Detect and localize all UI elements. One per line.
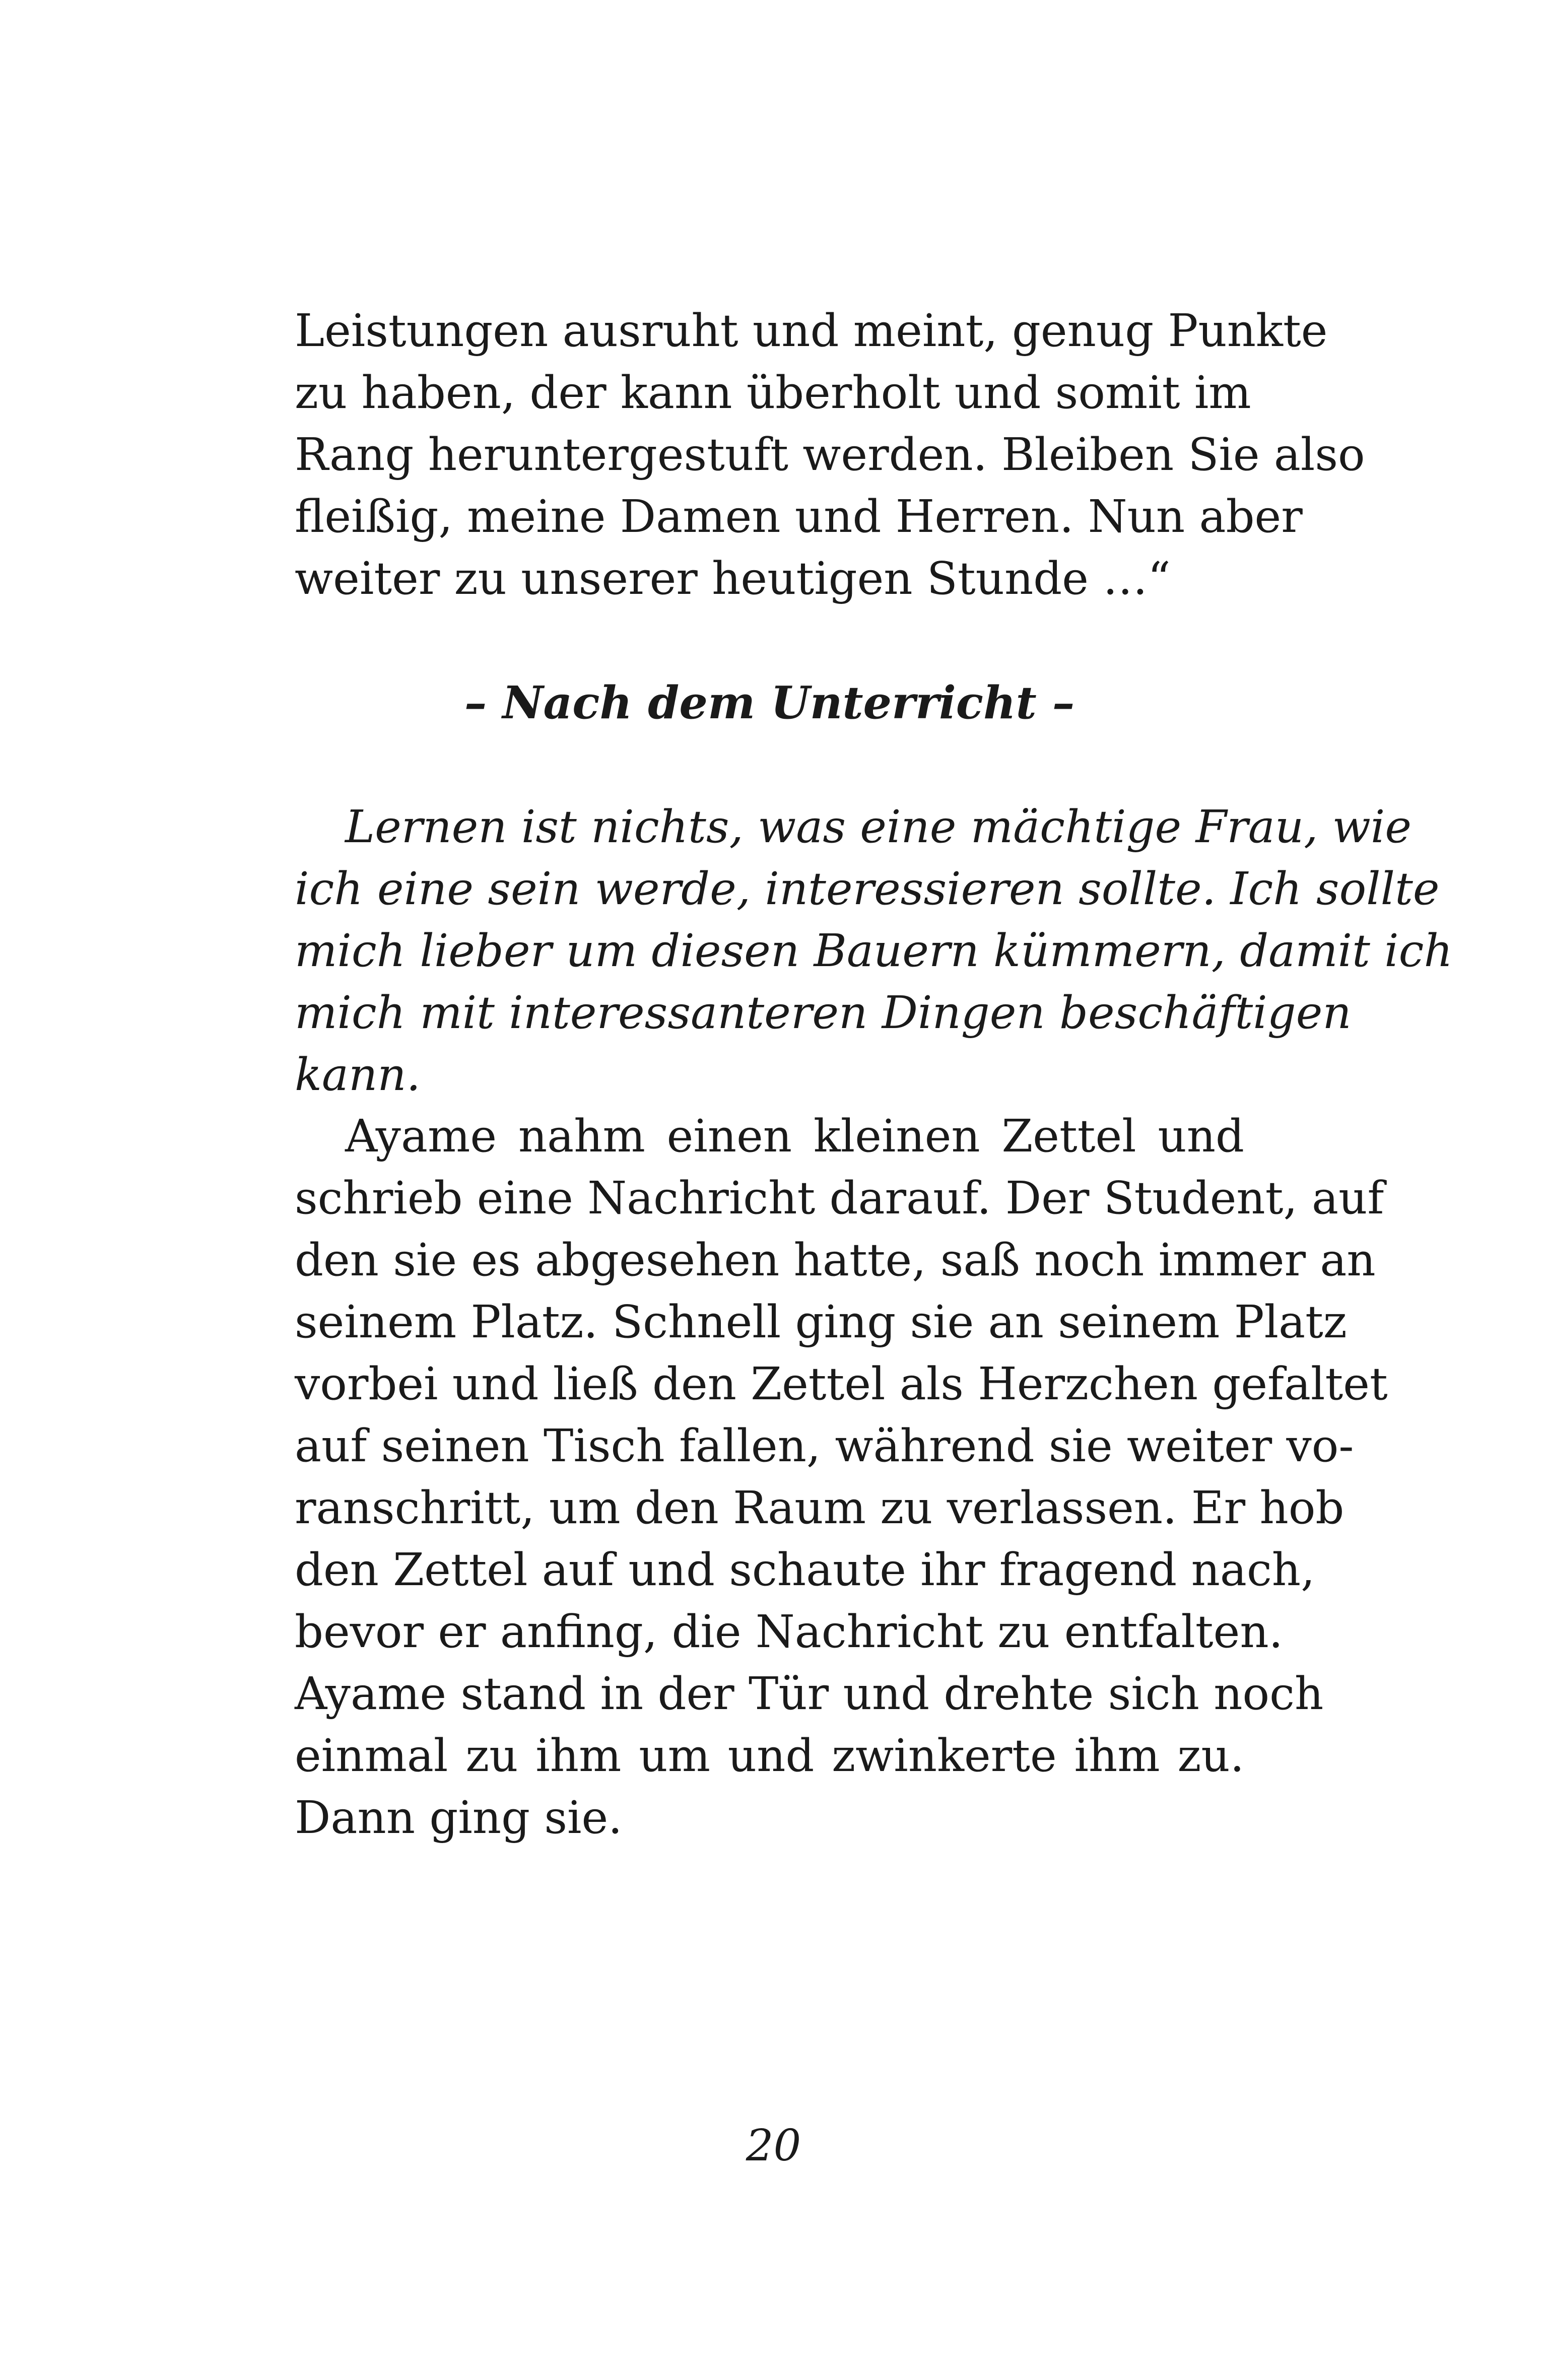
text-line: bevor er anfing, die Nachricht zu entfalten.: [295, 1605, 1283, 1658]
text-line: Ayame nahm einen kleinen Zettel und: [345, 1110, 1244, 1162]
paragraph-thought: [295, 796, 1453, 1106]
text-line: mich lieber um diesen Bauern kümmern, damit ich: [295, 924, 1453, 977]
text-line: vorbei und ließ den Zettel als Herzchen gefaltet: [295, 1357, 1388, 1410]
text-line: mich mit interessanteren Dingen beschäftigen: [295, 986, 1352, 1039]
text-line: ich eine sein werde, interessieren sollte. Ich sollte: [295, 862, 1440, 915]
text-line: auf seinen Tisch fallen, während sie weiter vo-: [295, 1419, 1354, 1472]
text-line: kann.: [295, 1048, 421, 1101]
text-line: ranschritt, um den Raum zu verlassen. Er hob: [295, 1481, 1344, 1534]
paragraph-narration: [295, 1105, 1388, 1849]
text-line: schrieb eine Nachricht darauf. Der Student, auf: [295, 1172, 1384, 1224]
paragraph-continuation: [295, 300, 1365, 609]
text-line: zu haben, der kann überholt und somit im: [295, 366, 1251, 419]
text-line: fleißig, meine Damen und Herren. Nun aber: [295, 490, 1303, 542]
text-line: Ayame stand in der Tür und drehte sich noch: [295, 1667, 1324, 1720]
text-line: einmal zu ihm um und zwinkerte ihm zu.: [295, 1729, 1244, 1782]
text-line: Lernen ist nichts, was eine mächtige Frau, wie: [345, 800, 1412, 853]
text-line: den sie es abgesehen hatte, saß noch immer an: [295, 1234, 1376, 1286]
text-line: Dann ging sie.: [295, 1791, 623, 1844]
scene-heading: – Nach dem Unterricht –: [464, 676, 1075, 729]
text-line: Rang heruntergestuft werden. Bleiben Sie also: [295, 428, 1365, 481]
page-number: 20: [746, 2121, 801, 2171]
text-line: seinem Platz. Schnell ging sie an seinem Platz: [295, 1296, 1347, 1348]
text-line: den Zettel auf und schaute ihr fragend nach,: [295, 1543, 1315, 1596]
text-line: weiter zu unserer heutigen Stunde …“: [295, 552, 1171, 604]
text-line: Leistungen ausruht und meint, genug Punkte: [295, 304, 1328, 357]
